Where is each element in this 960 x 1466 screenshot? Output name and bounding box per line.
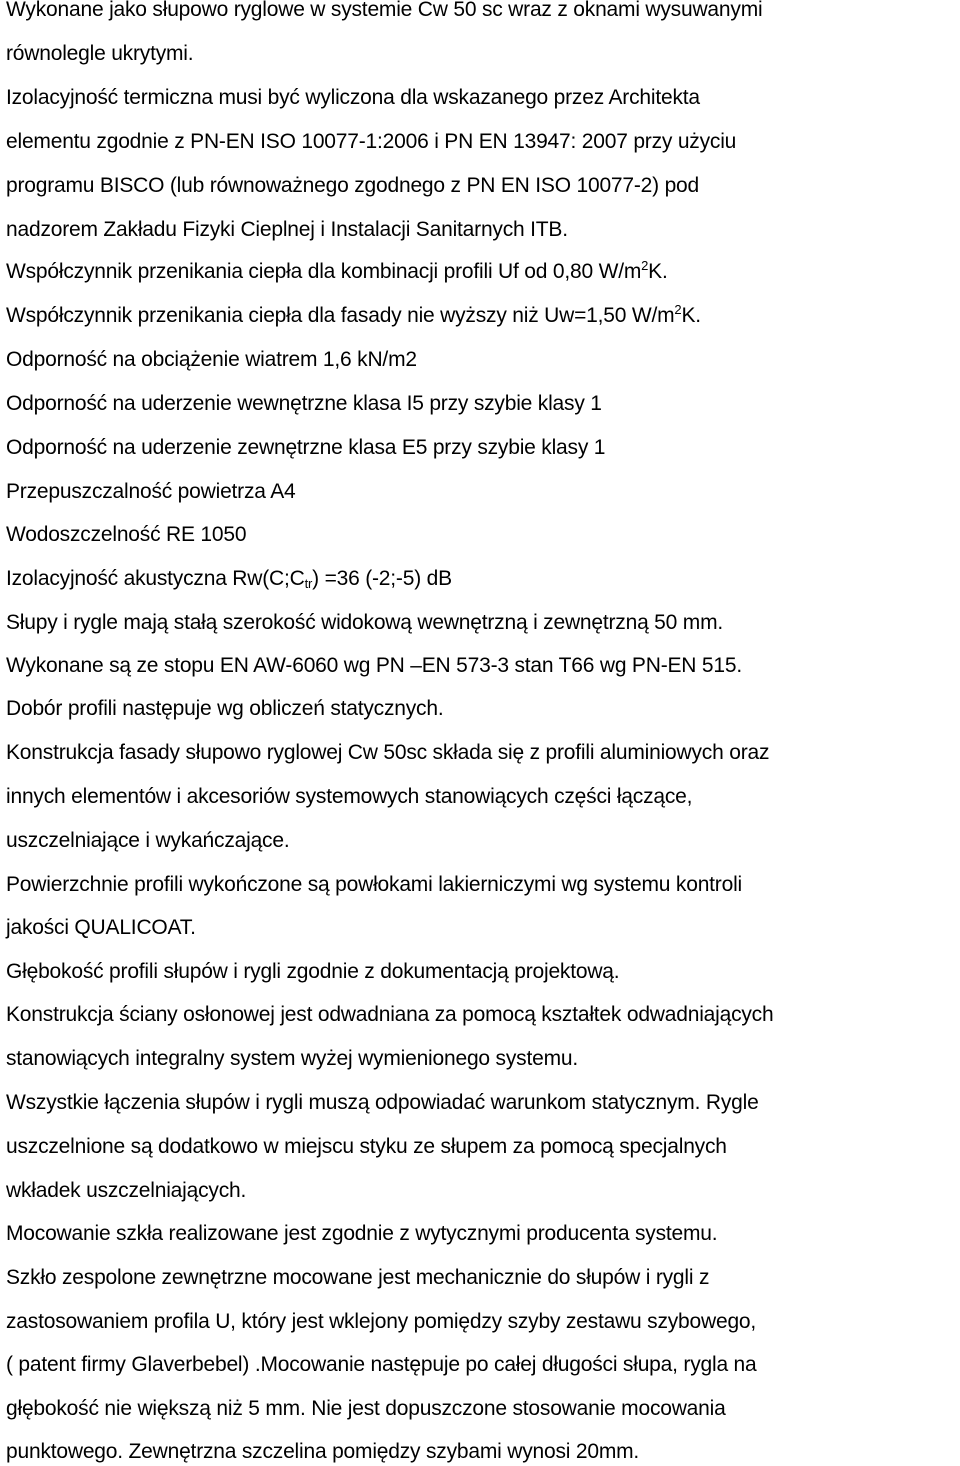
text-line: Szkło zespolone zewnętrzne mocowane jest mechanicznie do słupów i rygli z bbox=[6, 1266, 710, 1289]
text-line: Wykonane są ze stopu EN AW-6060 wg PN –EN 573-3 stan T66 wg PN-EN 515. bbox=[6, 654, 742, 677]
text-line: zastosowaniem profila U, który jest wklejony pomiędzy szyby zestawu szybowego, bbox=[6, 1310, 757, 1333]
uf-text: Współczynnik przenikania ciepła dla kombinacji profili Uf od 0,80 W/m bbox=[6, 260, 642, 283]
acoustic-text: Izolacyjność akustyczna Rw(C;C bbox=[6, 567, 305, 590]
text-line: elementu zgodnie z PN-EN ISO 10077-1:2006 i PN EN 13947: 2007 przy użyciu bbox=[6, 130, 737, 153]
uw-superscript: 2 bbox=[674, 302, 682, 317]
text-line: głębokość nie większą niż 5 mm. Nie jest dopuszczone stosowanie mocowania bbox=[6, 1397, 726, 1420]
uf-coefficient-line bbox=[6, 260, 668, 284]
uw-unit: K. bbox=[681, 304, 701, 327]
air-permeability-line: Przepuszczalność powietrza A4 bbox=[6, 480, 296, 503]
text-line: ( patent firmy Glaverbebel) .Mocowanie następuje po całej długości słupa, rygla na bbox=[6, 1353, 757, 1376]
text-line: Powierzchnie profili wykończone są powłokami lakierniczymi wg systemu kontroli bbox=[6, 873, 743, 896]
internal-impact-line: Odporność na uderzenie wewnętrzne klasa I5 przy szybie klasy 1 bbox=[6, 392, 602, 415]
text-line: jakości QUALICOAT. bbox=[6, 916, 196, 939]
text-line: uszczelnione są dodatkowo w miejscu styku ze słupem za pomocą specjalnych bbox=[6, 1135, 727, 1158]
text-line: programu BISCO (lub równoważnego zgodnego z PN EN ISO 10077-2) pod bbox=[6, 174, 700, 197]
text-line: wkładek uszczelniających. bbox=[6, 1179, 247, 1202]
text-line: Wykonane jako słupowo ryglowe w systemie Cw 50 sc wraz z oknami wysuwanymi bbox=[6, 0, 763, 21]
text-line: Głębokość profili słupów i rygli zgodnie z dokumentacją projektową. bbox=[6, 960, 620, 983]
acoustic-subscript: tr bbox=[304, 576, 313, 591]
text-line: Słupy i rygle mają stałą szerokość widokową wewnętrzną i zewnętrzną 50 mm. bbox=[6, 611, 724, 634]
text-line: równolegle ukrytymi. bbox=[6, 42, 194, 65]
acoustic-value: ) =36 (-2;-5) dB bbox=[312, 567, 452, 590]
text-line: Konstrukcja ściany osłonowej jest odwadniana za pomocą kształtek odwadniających bbox=[6, 1003, 774, 1026]
text-line: Izolacyjność termiczna musi być wyliczona dla wskazanego przez Architekta bbox=[6, 86, 700, 109]
text-line: uszczelniające i wykańczające. bbox=[6, 829, 290, 852]
text-line: Konstrukcja fasady słupowo ryglowej Cw 50sc składa się z profili aluminiowych oraz bbox=[6, 741, 770, 764]
uw-coefficient-line bbox=[6, 304, 701, 328]
uf-unit: K. bbox=[648, 260, 668, 283]
acoustic-insulation-line bbox=[6, 567, 452, 591]
text-line: nadzorem Zakładu Fizyki Cieplnej i Instalacji Sanitarnych ITB. bbox=[6, 218, 568, 241]
text-line: Dobór profili następuje wg obliczeń statycznych. bbox=[6, 697, 444, 720]
text-line: Mocowanie szkła realizowane jest zgodnie z wytycznymi producenta systemu. bbox=[6, 1222, 718, 1245]
external-impact-line: Odporność na uderzenie zewnętrzne klasa E5 przy szybie klasy 1 bbox=[6, 436, 606, 459]
uf-superscript: 2 bbox=[641, 258, 649, 273]
uw-text: Współczynnik przenikania ciepła dla fasady nie wyższy niż Uw=1,50 W/m bbox=[6, 304, 675, 327]
wind-load-line: Odporność na obciążenie wiatrem 1,6 kN/m2 bbox=[6, 348, 417, 371]
text-line: innych elementów i akcesoriów systemowych stanowiących części łączące, bbox=[6, 785, 693, 808]
watertightness-line: Wodoszczelność RE 1050 bbox=[6, 523, 247, 546]
text-line: Wszystkie łączenia słupów i rygli muszą odpowiadać warunkom statycznym. Rygle bbox=[6, 1091, 759, 1114]
text-line: stanowiących integralny system wyżej wymienionego systemu. bbox=[6, 1047, 578, 1070]
text-line: punktowego. Zewnętrzna szczelina pomiędzy szybami wynosi 20mm. bbox=[6, 1440, 640, 1463]
